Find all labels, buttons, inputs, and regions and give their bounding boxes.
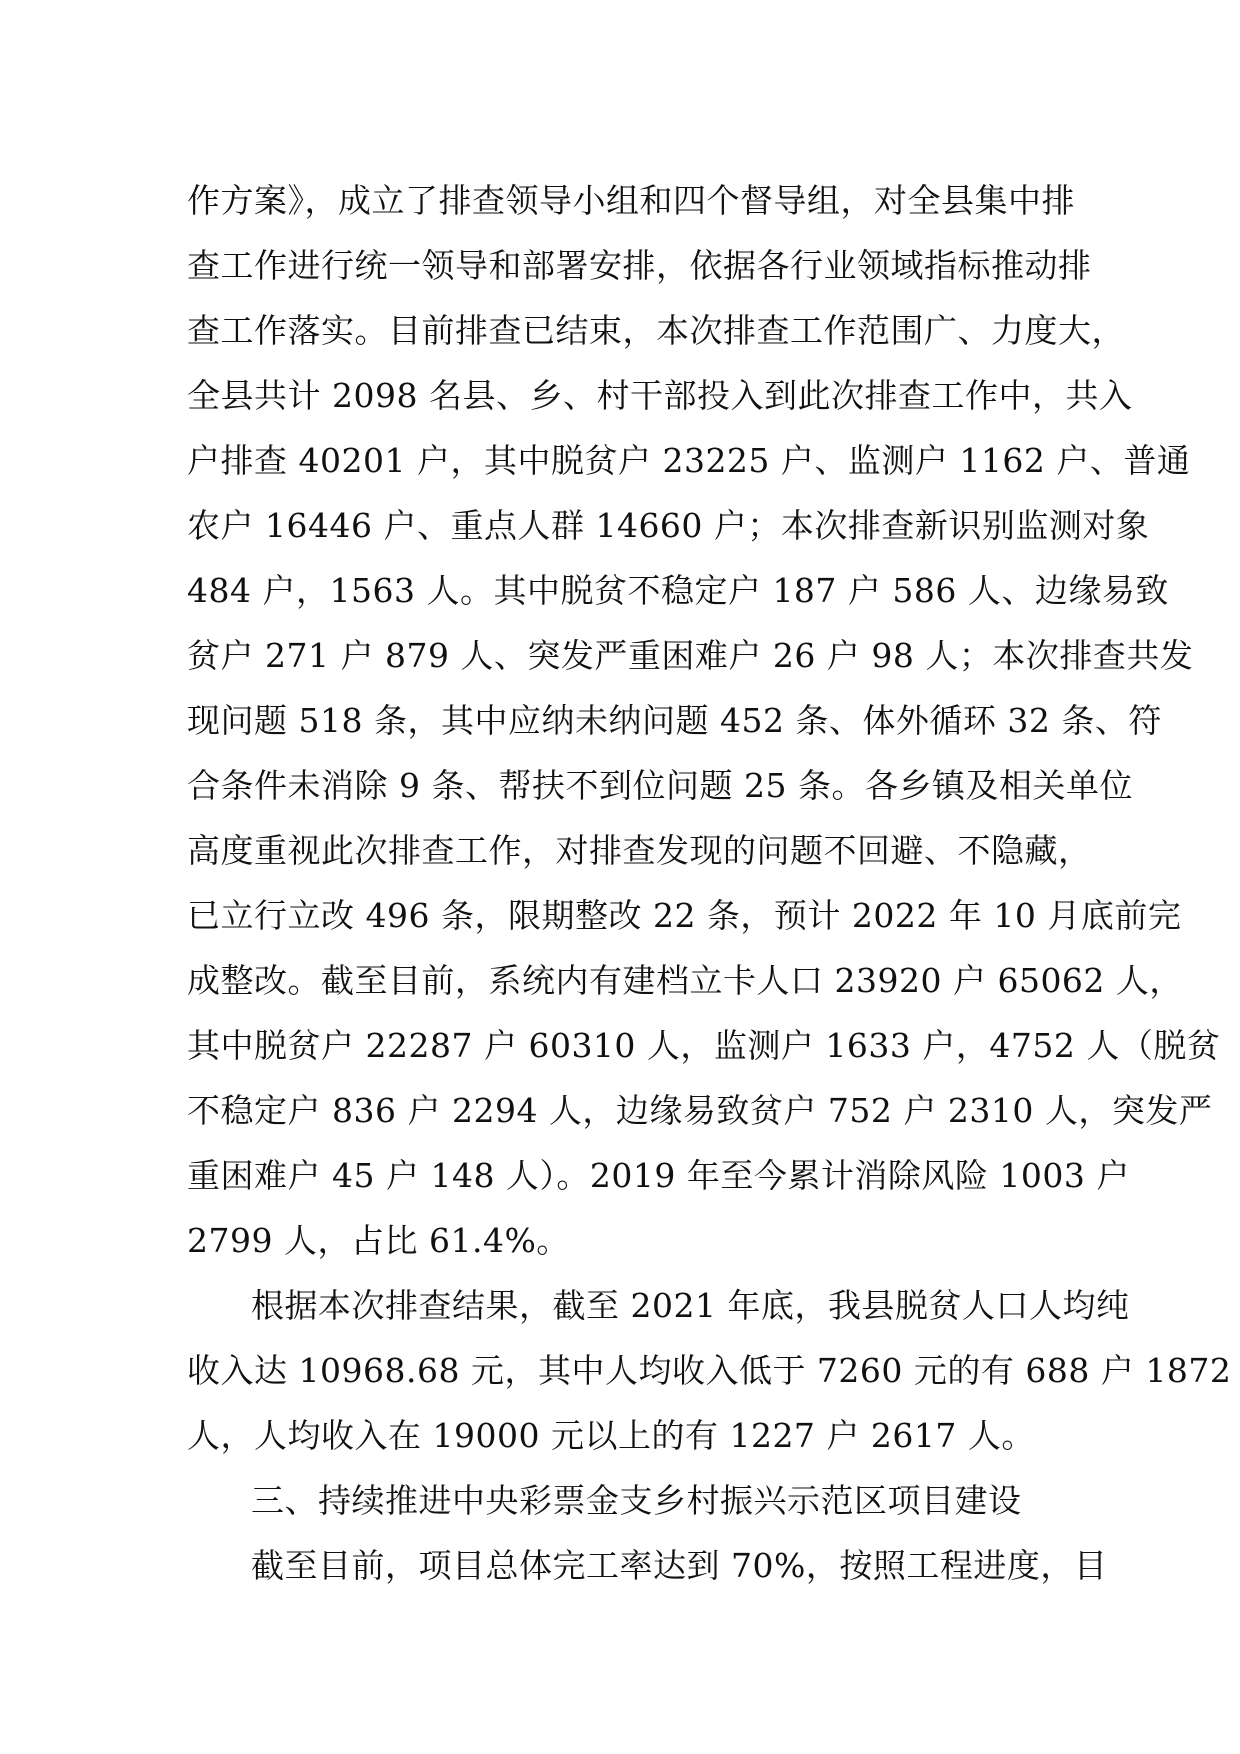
text-line-2: 查工作进行统一领导和部署安排，依据各行业领域指标推动排 xyxy=(187,246,1092,285)
text-line-6: 农户 16446 户、重点人群 14660 户；本次排查新识别监测对象 xyxy=(187,506,1150,545)
text-line-5: 户排查 40201 户，其中脱贫户 23225 户、监测户 1162 户、普通 xyxy=(187,441,1191,480)
text-line-14: 其中脱贫户 22287 户 60310 人，监测户 1633 户，4752 人（脱贫 xyxy=(187,1026,1221,1065)
text-line-9: 现问题 518 条，其中应纳未纳问题 452 条、体外循环 32 条、符 xyxy=(187,701,1162,740)
text-line-4: 全县共计 2098 名县、乡、村干部投入到此次排查工作中，共入 xyxy=(187,376,1133,415)
text-line-19: 收入达 10968.68 元，其中人均收入低于 7260 元的有 688 户 1872 xyxy=(187,1351,1232,1390)
text-line-10: 合条件未消除 9 条、帮扶不到位问题 25 条。各乡镇及相关单位 xyxy=(187,766,1133,805)
section-heading: 三、持续推进中央彩票金支乡村振兴示范区项目建设 xyxy=(251,1481,1022,1520)
text-line-1: 作方案》，成立了排查领导小组和四个督导组，对全县集中排 xyxy=(187,181,1075,220)
text-line-17: 2799 人，占比 61.4%。 xyxy=(187,1221,570,1260)
text-line-7: 484 户，1563 人。其中脱贫不稳定户 187 户 586 人、边缘易致 xyxy=(187,571,1169,610)
text-line-15: 不稳定户 836 户 2294 人，边缘易致贫户 752 户 2310 人，突发严 xyxy=(187,1091,1213,1130)
text-line-22: 截至目前，项目总体完工率达到 70%，按照工程进度，目 xyxy=(251,1546,1108,1585)
document-body xyxy=(187,168,1232,1598)
text-line-16: 重困难户 45 户 148 人）。2019 年至今累计消除风险 1003 户 xyxy=(187,1156,1130,1195)
text-line-3: 查工作落实。目前排查已结束，本次排查工作范围广、力度大， xyxy=(187,311,1125,350)
text-line-8: 贫户 271 户 879 人、突发严重困难户 26 户 98 人；本次排查共发 xyxy=(187,636,1194,675)
text-line-13: 成整改。截至目前，系统内有建档立卡人口 23920 户 65062 人， xyxy=(187,961,1183,1000)
text-line-18: 根据本次排查结果，截至 2021 年底，我县脱贫人口人均纯 xyxy=(251,1286,1130,1325)
text-line-20: 人，人均收入在 19000 元以上的有 1227 户 2617 人。 xyxy=(187,1416,1035,1455)
text-line-12: 已立行立改 496 条，限期整改 22 条，预计 2022 年 10 月底前完 xyxy=(187,896,1182,935)
text-line-11: 高度重视此次排查工作，对排查发现的问题不回避、不隐藏， xyxy=(187,831,1092,870)
